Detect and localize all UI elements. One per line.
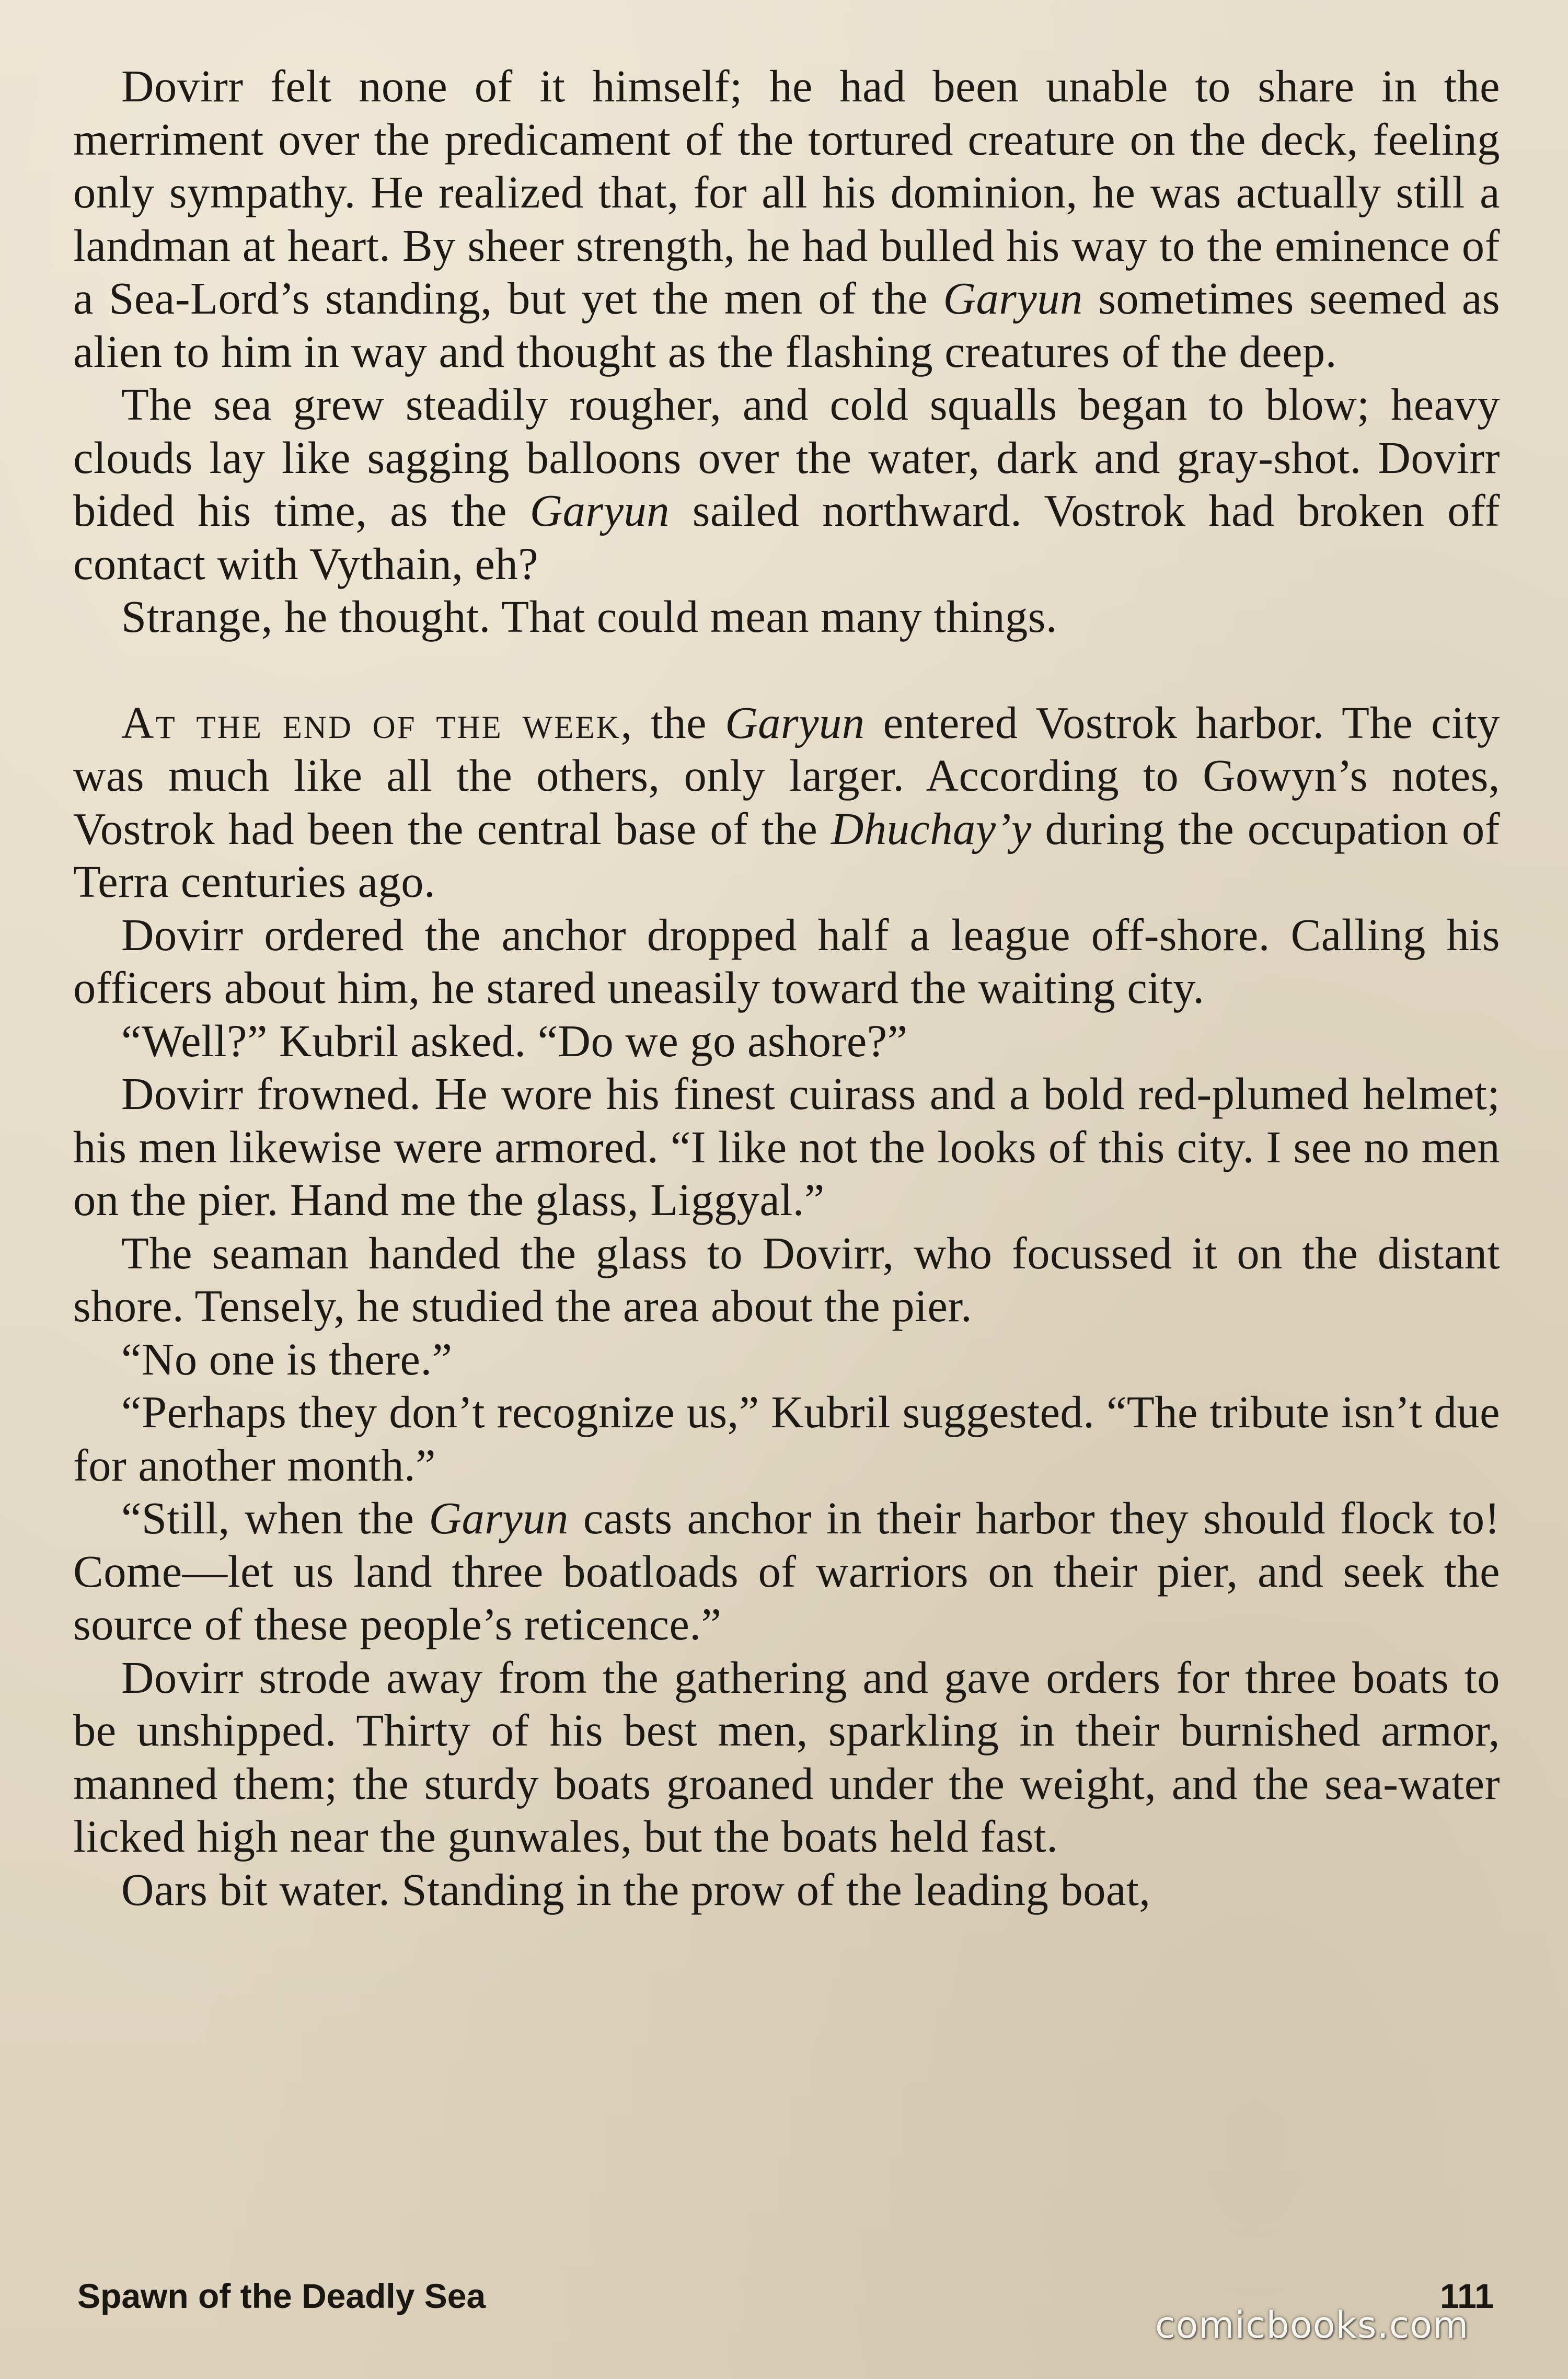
watermark: comicbooks.com xyxy=(1155,2304,1469,2347)
italic-text: Garyun xyxy=(429,1493,569,1543)
text-run: “No one is there.” xyxy=(121,1334,453,1384)
paragraph xyxy=(73,1015,1500,1068)
text-run: The seaman handed the glass to Dovirr, who focussed it on the distant shore. Tensely, he studied the area about the pier. xyxy=(73,1228,1500,1331)
page-number: 111 xyxy=(1440,2277,1494,2315)
text-run: during the occupation of Terra centuries ago. xyxy=(73,803,1500,907)
paragraph xyxy=(73,1333,1500,1387)
paragraph xyxy=(73,1652,1500,1864)
text-run: Dovirr ordered the anchor dropped half a league off-shore. Calling his officers about him, he stared uneasily toward the waiting city. xyxy=(73,909,1500,1013)
running-footer-title: Spawn of the Deadly Sea xyxy=(77,2277,486,2315)
text-run: sometimes seemed as alien to him in way and thought as the flashing creatures of the deep. xyxy=(73,273,1501,377)
italic-text: Dhuchay’y xyxy=(831,803,1032,854)
paragraph xyxy=(73,1492,1500,1652)
story-text xyxy=(73,60,1500,1916)
paragraph xyxy=(73,378,1500,591)
text-run: Dovirr frowned. He wore his finest cuirass and a bold red-plumed helmet; his men likewise were armored. “I like not the looks of this city. I see no men on the pier. Hand me the glass, Liggyal.” xyxy=(73,1069,1500,1225)
italic-text: Garyun xyxy=(529,486,670,536)
text-run: Oars bit water. Standing in the prow of the leading boat, xyxy=(121,1864,1151,1915)
paragraph xyxy=(73,1864,1500,1917)
paragraph xyxy=(73,60,1500,378)
section-lead-in: At the end of the week xyxy=(121,697,621,748)
paragraph xyxy=(73,591,1500,644)
text-run: Dovirr strode away from the gathering and gave orders for three boats to be unshipped. Thirty of his best men, sparkling in their burnished armor, manned them; the sturdy boats groaned under the weight, and the sea-water licked high near the gunwales, but the boats held fast. xyxy=(73,1652,1500,1862)
paragraph xyxy=(73,1068,1500,1227)
text-run: “Perhaps they don’t recognize us,” Kubril suggested. “The tribute isn’t due for another month.” xyxy=(73,1387,1500,1491)
paragraph xyxy=(73,1227,1500,1333)
italic-text: Garyun xyxy=(725,697,865,748)
paragraph xyxy=(73,1386,1500,1492)
paragraph xyxy=(73,697,1500,909)
section-break xyxy=(73,644,1500,697)
text-run: entered Vostrok harbor. The city was much like all the others, only larger. According to Gowyn’s notes, Vostrok had been the central base of the xyxy=(73,697,1500,854)
text-run: Dovirr felt none of it himself; he had been unable to share in the merriment over the predicament of the tortured creature on the deck, feeling only sympathy. He realized that, for all his dominion, he was actually still a landman at heart. By sheer strength, he had bulled his way to the eminence of a Sea-Lord’s standing, but yet the men of the xyxy=(73,61,1500,324)
text-run: casts anchor in their harbor they should flock to! Come—let us land three boatloads of warriors on their pier, and seek the source of these people’s reticence.” xyxy=(73,1493,1500,1649)
italic-text: Garyun xyxy=(943,273,1083,324)
paragraph xyxy=(73,909,1500,1015)
text-run: , the xyxy=(620,697,725,748)
text-run: Strange, he thought. That could mean many things. xyxy=(121,592,1058,642)
text-run: sailed northward. Vostrok had broken off contact with Vythain, eh? xyxy=(73,486,1500,589)
text-run: The sea grew steadily rougher, and cold squalls began to blow; heavy clouds lay like sagging balloons over the water, dark and gray-shot. Dovirr bided his time, as the xyxy=(73,379,1500,536)
text-run: “Well?” Kubril asked. “Do we go ashore?” xyxy=(121,1015,908,1066)
text-run: “Still, when the xyxy=(121,1493,429,1543)
